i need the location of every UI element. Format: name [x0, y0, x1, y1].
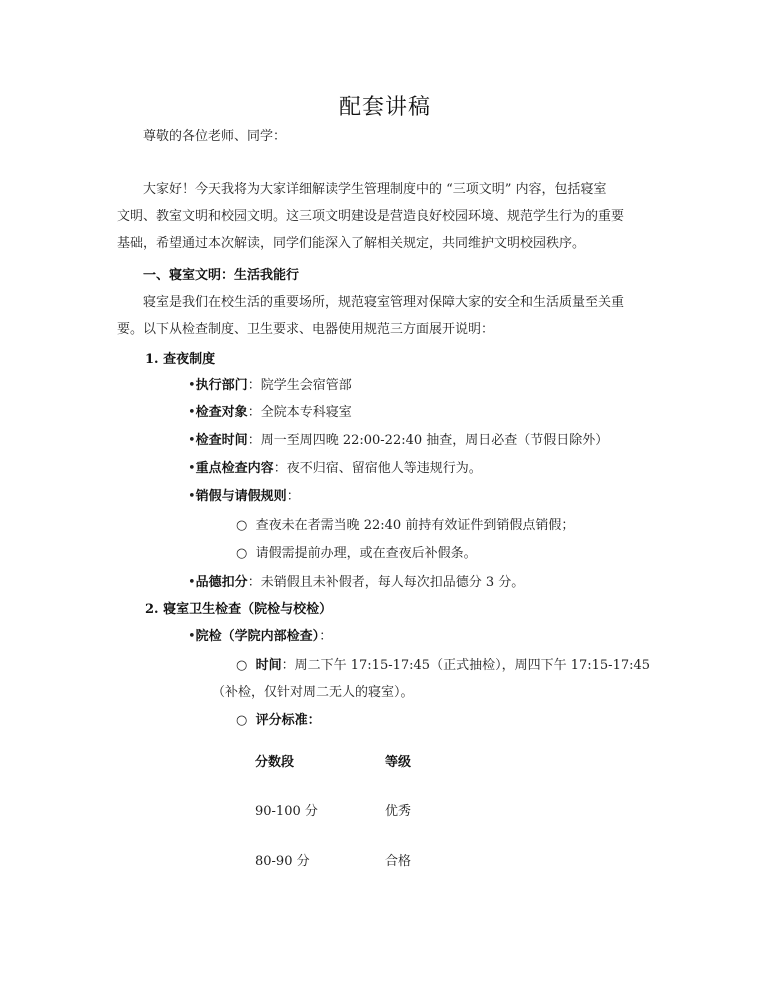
- table-header-score: 分数段: [255, 755, 295, 770]
- bullet-text: ：: [319, 629, 333, 644]
- bullet-icon: •: [188, 378, 196, 393]
- list-item: [188, 628, 332, 646]
- list-item: [188, 404, 352, 422]
- bullet-text: ：全院本专科寝室: [247, 405, 352, 420]
- bullet-text: ：未销假且未补假者，每人每次扣品德分 3 分。: [247, 575, 525, 590]
- bullet-icon: •: [188, 575, 196, 590]
- bullet-text: ：夜不归宿、留宿他人等违规行为。: [273, 461, 482, 476]
- list-item: [188, 488, 300, 506]
- bullet-icon: •: [188, 489, 196, 504]
- bullet-label: 执行部门: [195, 378, 248, 393]
- table-cell: 90-100 分: [255, 804, 318, 819]
- bullet-label: 检查时间: [195, 433, 248, 448]
- intro-line-3: 基础，希望通过本次解读，同学们能深入了解相关规定，共同维护文明校园秩序。: [117, 236, 586, 251]
- bullet-text: ：院学生会宿管部: [247, 378, 352, 393]
- table-header-grade: 等级: [385, 755, 412, 770]
- bullet-label: 院检（学院内部检查）: [195, 629, 320, 644]
- bullet-icon: •: [188, 433, 196, 448]
- bullet-icon: •: [188, 629, 196, 644]
- time-continuation: （补检，仅针对周二无人的寝室）。: [212, 685, 414, 700]
- criteria-label: 评分标准: [255, 713, 308, 728]
- circle-bullet-icon: ○: [236, 546, 248, 561]
- section-heading-dorm: 一、寝室文明：生活我能行: [143, 268, 300, 283]
- intro-line-1: 大家好！今天我将为大家详细解读学生管理制度中的 “三项文明” 内容，包括寝室: [143, 182, 607, 197]
- list-item: [188, 377, 352, 395]
- bullet-icon: •: [188, 405, 196, 420]
- item-heading-hygiene: 2. 寝室卫生检查（院检与校检）: [145, 602, 333, 617]
- item-heading-night-check: 1. 查夜制度: [145, 352, 216, 367]
- list-item: [188, 460, 482, 478]
- list-item: [236, 712, 321, 730]
- circle-bullet-icon: ○: [236, 658, 248, 673]
- greeting: 尊敬的各位老师、同学：: [143, 129, 287, 144]
- bullet-label: 重点检查内容: [195, 461, 274, 476]
- table-cell: 优秀: [385, 804, 412, 819]
- section-para-line-1: 寝室是我们在校生活的重要场所，规范寝室管理对保障大家的安全和生活质量至关重: [143, 295, 625, 310]
- circle-bullet-icon: ○: [236, 518, 248, 533]
- bullet-text: ：: [286, 489, 300, 504]
- bullet-label: 检查对象: [195, 405, 248, 420]
- section-para-line-2: 要。以下从检查制度、卫生要求、电器使用规范三方面展开说明：: [117, 322, 495, 337]
- bullet-icon: •: [188, 461, 196, 476]
- bullet-text: ：周一至周四晚 22:00-22:40 抽查，周日必查（节假日除外）: [247, 433, 609, 448]
- sub-bullet-text: 查夜未在者需当晚 22:40 前持有效证件到销假点销假；: [255, 518, 575, 533]
- circle-bullet-icon: ○: [236, 713, 248, 728]
- bullet-label: 品德扣分: [195, 575, 248, 590]
- list-item: [236, 545, 477, 563]
- sub-bullet-text: 请假需提前办理，或在查夜后补假条。: [255, 546, 477, 561]
- intro-line-2: 文明、教室文明和校园文明。这三项文明建设是营造良好校园环境、规范学生行为的重要: [117, 209, 625, 224]
- page-title: 配套讲稿: [338, 95, 431, 120]
- list-item: [188, 432, 608, 450]
- bullet-label: 销假与请假规则: [195, 489, 287, 504]
- criteria-colon: ：: [307, 713, 321, 728]
- table-cell: 合格: [385, 854, 412, 869]
- list-item: [188, 574, 524, 592]
- list-item: [236, 517, 574, 535]
- table-cell: 80-90 分: [255, 854, 310, 869]
- list-item: [236, 657, 650, 675]
- time-text: ：周二下午 17:15-17:45（正式抽检），周四下午 17:15-17:45: [281, 658, 651, 673]
- time-label: 时间: [255, 658, 282, 673]
